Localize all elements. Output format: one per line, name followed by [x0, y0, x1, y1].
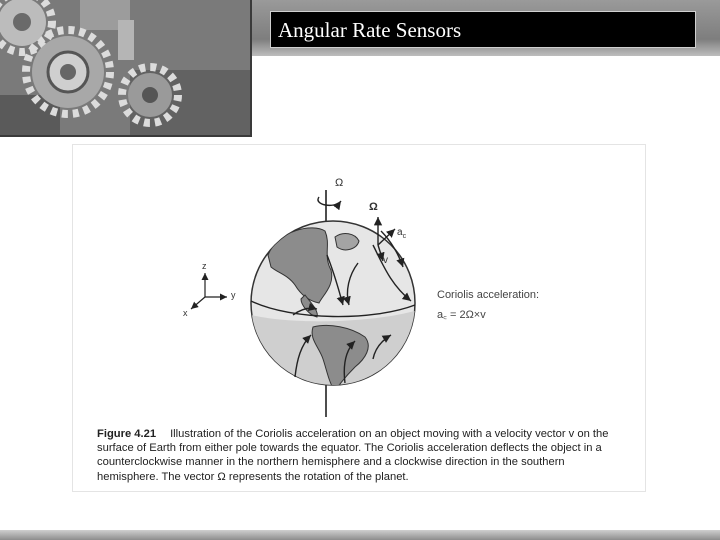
v-label: v — [383, 255, 388, 266]
rotation-curl-icon — [318, 197, 341, 205]
caption-label: Figure 4.21 — [97, 428, 157, 440]
omega-label-top: Ω — [335, 177, 344, 189]
slide-title: Angular Rate Sensors — [278, 18, 462, 42]
footer-band — [0, 530, 720, 540]
ac-label: $a_c$ — [397, 227, 407, 240]
coriolis-equation: a꜀ = 2Ω×v — [437, 309, 486, 321]
slide-title-box — [270, 11, 696, 48]
x-label: x — [183, 308, 188, 318]
caption-text: Illustration of the Coriolis acceleration on an object moving with a velocity vector v on the surface of Earth from either pole towards the equator. The Coriolis acceleration deflects the object in a counterclockwise manner in the northern hemisphere and a clockwise direction in the southern hemisphere. The vector Ω represents the rotation of the planet. — [97, 428, 609, 483]
x-axis — [191, 297, 205, 309]
z-label: z — [202, 261, 207, 271]
figure-panel — [72, 144, 646, 492]
y-label: y — [231, 290, 236, 300]
figure-caption — [97, 427, 627, 484]
gears-icon — [0, 0, 250, 135]
gears-photo — [0, 0, 252, 137]
coriolis-label: Coriolis acceleration: — [437, 289, 540, 301]
omega-label-bold: Ω — [369, 201, 378, 213]
